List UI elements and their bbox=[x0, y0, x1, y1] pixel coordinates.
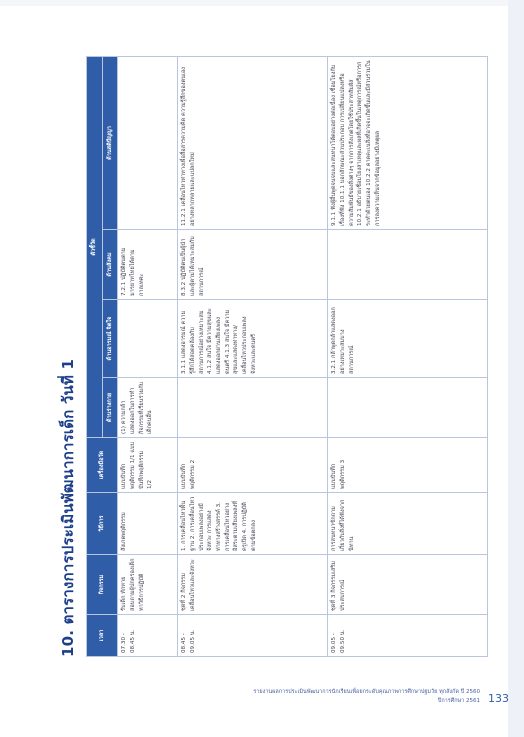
page-footer bbox=[170, 688, 480, 707]
header-method: วิธีการ bbox=[87, 493, 118, 555]
header-indicator-group: ตัวชี้วัด bbox=[87, 56, 103, 437]
cell-emotional: 3.1.1 แสดงอารมณ์ ความรู้สึกได้สอดคล้องกับสถานการณ์อย่างเหมาะสม 4.1.2 สนใจ มีความสุขและแสดงออกผ่านเสียงเพลง ดนตรี 4.1.3 สนใจ มีความสุขและแสดงท่าทาง/เคลื่อนไหวประกอบเพลง จังหวะและดนตรี bbox=[178, 300, 328, 378]
header-intellect: ด้านสติปัญญา bbox=[102, 56, 118, 229]
footer-line-2: ปีการศึกษา 2561 bbox=[437, 698, 480, 705]
header-time: เวลา bbox=[87, 615, 118, 657]
table-row bbox=[178, 56, 328, 656]
cell-tool: แบบบันทึกพฤติกรรม 2 bbox=[178, 438, 328, 493]
cell-physical bbox=[178, 378, 328, 438]
cell-intellect bbox=[118, 56, 178, 229]
table-row bbox=[328, 56, 488, 656]
assessment-table bbox=[86, 56, 488, 657]
cell-time: 08.45 - 09.05 น. bbox=[178, 615, 328, 657]
cell-method: 1. การเคลื่อนไหวพื้นฐาน 2. การเคลื่อนไหวประกอบเพลงอย่างมีจังหวะ การแสดงท่าทางสร้างสรรค์ 3. การเคลื่อนไหวอย่างอิสระตามเสียงเพลงที่ครูเปิด 4. การปฏิบัติตามข้อตกลง bbox=[178, 493, 328, 555]
page-title: 10. ตารางการประเมินพัฒนาการเด็ก วันที่ 1 bbox=[59, 358, 77, 657]
top-band bbox=[0, 0, 524, 6]
cell-tool: แบบบันทึกพฤติกรรม 1/1 แบบบันทึกพฤติกรรม 1/2 bbox=[118, 438, 178, 493]
cell-intellect: 9.1.1 ฟังผู้อื่นพูดจนจบและสนทนาโต้ตอบอย่างต่อเนื่อง เชื่อมโยงกับเรื่องที่ฟัง 10.1.1 บอกลักษณะส่วนประกอบ การเปลี่ยนแปลงหรือความสัมพันธ์ของสิ่งต่างๆ จากการสังเกตโดยใช้ประสาทสัมผัส 10.2.1 อธิบายเชื่อมโยงสาเหตุและผลที่เกิดขึ้นในเหตุการณ์หรือการกระทำด้วยตนเอง 10.2.2 คาดคะเนสิ่งที่อาจจะเกิดขึ้นและมีส่วนร่วมในการลงความเห็นจากข้อมูลอย่างมีเหตุผล bbox=[328, 56, 488, 229]
cell-method: การสนทนาซักถามเกี่ยวกับสิ่งที่ได้ฟังจากนิทาน bbox=[328, 493, 488, 555]
cell-emotional: 3.2.1 กล้าพูดกล้าแสดงออกอย่างเหมาะสมบางสถานการณ์ bbox=[328, 300, 488, 378]
rotated-table-block bbox=[59, 57, 506, 657]
cell-intellect: 11.2.1 เคลื่อนไหวท่าทางเพื่อสื่อสารความคิด ความรู้สึกของตนเองอย่างหลากหลายและแปลกใหม่ bbox=[178, 56, 328, 229]
header-physical: ด้านร่างกาย bbox=[102, 378, 118, 438]
header-activity: กิจกรรม bbox=[87, 555, 118, 615]
cell-tool: แบบบันทึกพฤติกรรม 3 bbox=[328, 438, 488, 493]
footer-line-1: รายงานผลการประเมินพัฒนาการนักเรียนเพื่อยกระดับคุณภาพการศึกษาปฐมวัย ทุกสังกัด ปี 2560 bbox=[253, 689, 480, 695]
page-number: 133 bbox=[488, 692, 509, 705]
table-row bbox=[118, 56, 178, 656]
cell-social bbox=[328, 230, 488, 300]
header-social: ด้านสังคม bbox=[102, 230, 118, 300]
cell-physical: (1) ความกล้าแสดงออกในการทำกิจกรรมที่เรียนร่วมกับเด็กคนอื่น bbox=[118, 378, 178, 438]
cell-social: 8.3.2 ปฏิบัติตนเป็นผู้นำและผู้ตามได้เหมาะสมกับสถานการณ์ bbox=[178, 230, 328, 300]
cell-method: สังเกตพฤติกรรม bbox=[118, 493, 178, 555]
cell-time: 07.30 - 08.45 น. bbox=[118, 615, 178, 657]
cell-time: 09.05 - 09.50 น. bbox=[328, 615, 488, 657]
page-edge bbox=[508, 0, 524, 737]
cell-activity: ชุดที่ 3 กิจกรรมเสริมประสบการณ์ bbox=[328, 555, 488, 615]
cell-social: 7.2.1 ปฏิบัติตนตามมารยาทไทยได้ตามกาลเทศะ bbox=[118, 230, 178, 300]
header-emotional: ด้านอารมณ์ จิตใจ bbox=[102, 300, 118, 378]
header-tool: เครื่องมือวัด bbox=[87, 438, 118, 493]
cell-physical bbox=[328, 378, 488, 438]
cell-emotional bbox=[118, 300, 178, 378]
header-row-1 bbox=[87, 56, 103, 656]
cell-activity: รับเด็ก ทักทายสอบถามผู้ปกครองเด็กหาวิธีการปฏิบัติ bbox=[118, 555, 178, 615]
cell-activity: ชุดที่ 2 กิจกรรมเคลื่อนไหวและจังหวะ bbox=[178, 555, 328, 615]
